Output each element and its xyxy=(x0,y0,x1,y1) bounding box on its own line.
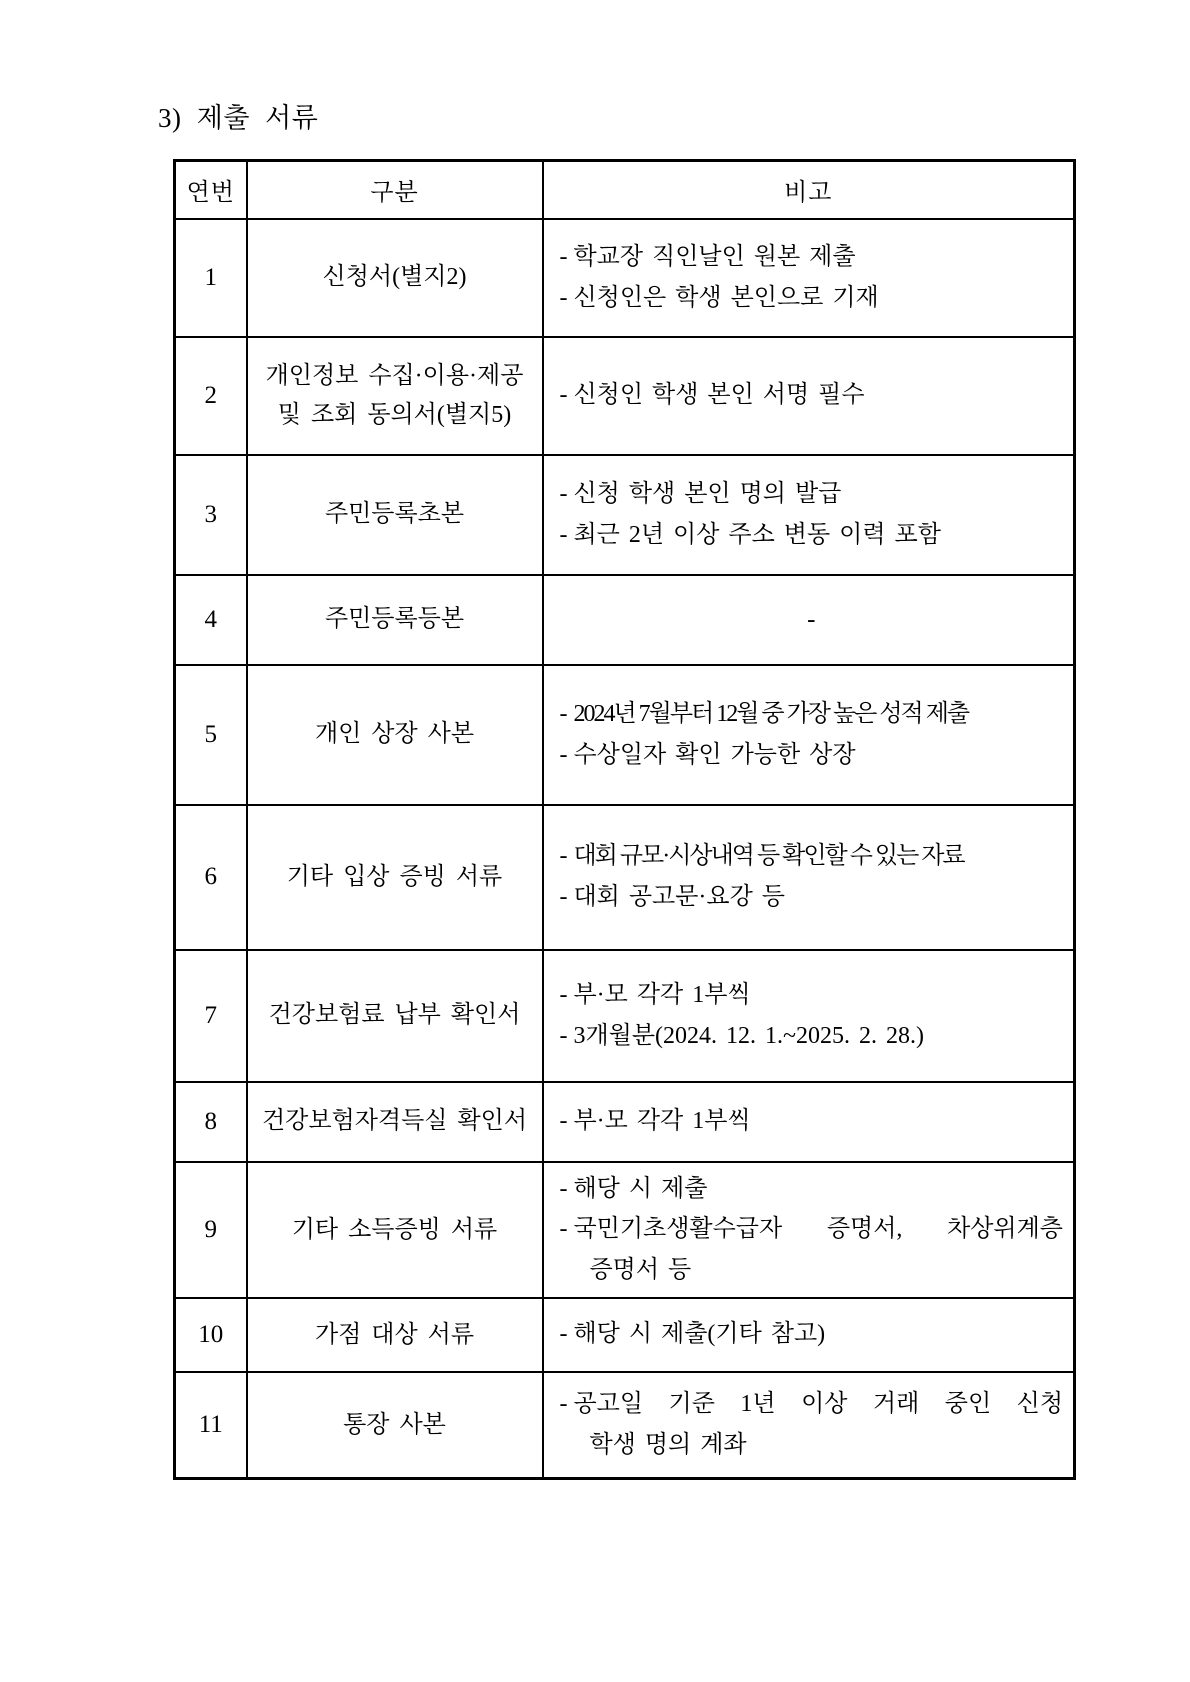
table-row xyxy=(175,575,1075,665)
table-header-row xyxy=(175,161,1075,219)
header-row-number: 연번 xyxy=(175,161,247,219)
category-line: 주민등록등본 xyxy=(324,606,465,633)
remarks-cell xyxy=(543,950,1075,1082)
row-number: 11 xyxy=(175,1372,247,1479)
remark-bullet: - xyxy=(559,843,566,870)
remark-bullet: - xyxy=(559,741,568,768)
category-line: 통장 사본 xyxy=(343,1411,446,1438)
category-cell xyxy=(247,665,543,805)
row-number: 9 xyxy=(175,1162,247,1298)
row-number: 1 xyxy=(175,219,247,337)
remark-line: - 부·모 각각 1부씩 xyxy=(560,1101,1064,1142)
remarks-cell xyxy=(543,337,1075,455)
remarks-cell xyxy=(543,455,1075,575)
row-number: 10 xyxy=(175,1298,247,1372)
remarks-cell xyxy=(543,1162,1075,1298)
remark-line: - 국민기초생활수급자 증명서, 차상위계층 xyxy=(560,1209,1064,1250)
table-row xyxy=(175,1162,1075,1298)
remark-item xyxy=(560,975,1064,1016)
row-number: 3 xyxy=(175,455,247,575)
header-remarks: 비고 xyxy=(543,161,1075,219)
category-line: 주민등록초본 xyxy=(324,501,465,528)
remarks-cell xyxy=(543,665,1075,805)
remark-bullet: - xyxy=(559,1216,568,1243)
category-line: 개인 상장 사본 xyxy=(314,721,475,748)
remark-line: - 대회 규모·시상내역 등 확인할 수 있는 자료 xyxy=(560,836,1064,877)
remark-line: - 부·모 각각 1부씩 xyxy=(560,975,1064,1016)
table-row xyxy=(175,1298,1075,1372)
category-line: 가점 대상 서류 xyxy=(314,1321,475,1348)
remark-bullet: - xyxy=(559,243,568,270)
remark-line: - 신청 학생 본인 명의 발급 xyxy=(560,474,1064,515)
remark-item xyxy=(560,278,1064,319)
remark-line: - 2024년 7월부터 12월 중 가장 높은 성적 제출 xyxy=(560,694,1064,735)
remark-bullet: - xyxy=(559,1175,568,1202)
table-row xyxy=(175,1082,1075,1162)
category-cell xyxy=(247,455,543,575)
remark-line: - 학교장 직인날인 원본 제출 xyxy=(560,237,1064,278)
header-category: 구분 xyxy=(247,161,543,219)
table-row xyxy=(175,950,1075,1082)
remark-item xyxy=(560,1101,1064,1142)
category-cell xyxy=(247,1298,543,1372)
remark-line: - 수상일자 확인 가능한 상장 xyxy=(560,735,1064,776)
remark-line: - 신청인은 학생 본인으로 기재 xyxy=(560,278,1064,319)
remarks-cell xyxy=(543,1298,1075,1372)
remark-line: - 신청인 학생 본인 서명 필수 xyxy=(560,375,1064,416)
remark-item xyxy=(560,474,1064,515)
section-title: 3) 제출 서류 xyxy=(158,103,319,133)
remark-bullet: - xyxy=(559,700,566,727)
row-number: 4 xyxy=(175,575,247,665)
remark-item xyxy=(560,375,1064,416)
remark-line: - 공고일 기준 1년 이상 거래 중인 신청 xyxy=(560,1384,1064,1425)
remarks-cell xyxy=(543,1372,1075,1479)
remark-line: - 대회 공고문·요강 등 xyxy=(560,877,1064,918)
category-cell xyxy=(247,950,543,1082)
category-cell xyxy=(247,575,543,665)
row-number: 6 xyxy=(175,805,247,950)
category-line: 기타 소득증빙 서류 xyxy=(291,1216,498,1243)
remark-item xyxy=(560,694,1064,735)
remark-line: - 3개월분(2024. 12. 1.~2025. 2. 28.) xyxy=(560,1016,1064,1057)
remarks-cell xyxy=(543,805,1075,950)
remark-bullet: - xyxy=(559,382,568,409)
category-cell xyxy=(247,1162,543,1298)
category-line: 건강보험자격득실 확인서 xyxy=(261,1108,528,1135)
category-line: 건강보험료 납부 확인서 xyxy=(268,1002,521,1029)
remark-item xyxy=(560,735,1064,776)
remarks-cell: - xyxy=(543,575,1075,665)
category-cell xyxy=(247,805,543,950)
row-number: 5 xyxy=(175,665,247,805)
remarks-cell xyxy=(543,1082,1075,1162)
remark-bullet: - xyxy=(559,1321,568,1348)
table-row xyxy=(175,455,1075,575)
remark-item xyxy=(560,877,1064,918)
category-line: 및 조회 동의서(별지5) xyxy=(277,401,512,428)
remark-item xyxy=(560,1209,1064,1291)
remark-bullet: - xyxy=(559,884,568,910)
category-cell xyxy=(247,1372,543,1479)
remark-line: 증명서 등 xyxy=(589,1257,692,1284)
remark-bullet: - xyxy=(559,1391,568,1418)
remark-item xyxy=(560,515,1064,556)
category-cell xyxy=(247,1082,543,1162)
table-row xyxy=(175,665,1075,805)
remark-line: - 최근 2년 이상 주소 변동 이력 포함 xyxy=(560,515,1064,556)
remark-item xyxy=(560,1384,1064,1466)
documents-table xyxy=(173,159,1076,1480)
remarks-cell xyxy=(543,219,1075,337)
remark-item xyxy=(560,836,1064,877)
category-cell xyxy=(247,219,543,337)
remark-line: - 해당 시 제출(기타 참고) xyxy=(560,1314,1064,1355)
row-number: 8 xyxy=(175,1082,247,1162)
remark-item xyxy=(560,237,1064,278)
remark-line: - 해당 시 제출 xyxy=(560,1169,1064,1210)
table-row xyxy=(175,337,1075,455)
remark-line: 학생 명의 계좌 xyxy=(589,1432,747,1459)
remark-bullet: - xyxy=(559,284,568,311)
remark-item xyxy=(560,1314,1064,1355)
table-body xyxy=(175,219,1075,1479)
remark-item xyxy=(560,1016,1064,1057)
table-row xyxy=(175,805,1075,950)
category-cell xyxy=(247,337,543,455)
table-row xyxy=(175,219,1075,337)
category-line: 개인정보 수집·이용·제공 xyxy=(265,363,524,390)
category-line: 기타 입상 증빙 서류 xyxy=(286,863,503,890)
category-line: 신청서(별지2) xyxy=(322,264,467,291)
remark-bullet: - xyxy=(559,521,568,548)
remark-bullet: - xyxy=(559,480,568,507)
remark-item xyxy=(560,1169,1064,1210)
remark-bullet: - xyxy=(559,1022,568,1049)
table-row xyxy=(175,1372,1075,1479)
remark-bullet: - xyxy=(559,981,568,1008)
remark-bullet: - xyxy=(559,1108,568,1135)
row-number: 7 xyxy=(175,950,247,1082)
row-number: 2 xyxy=(175,337,247,455)
